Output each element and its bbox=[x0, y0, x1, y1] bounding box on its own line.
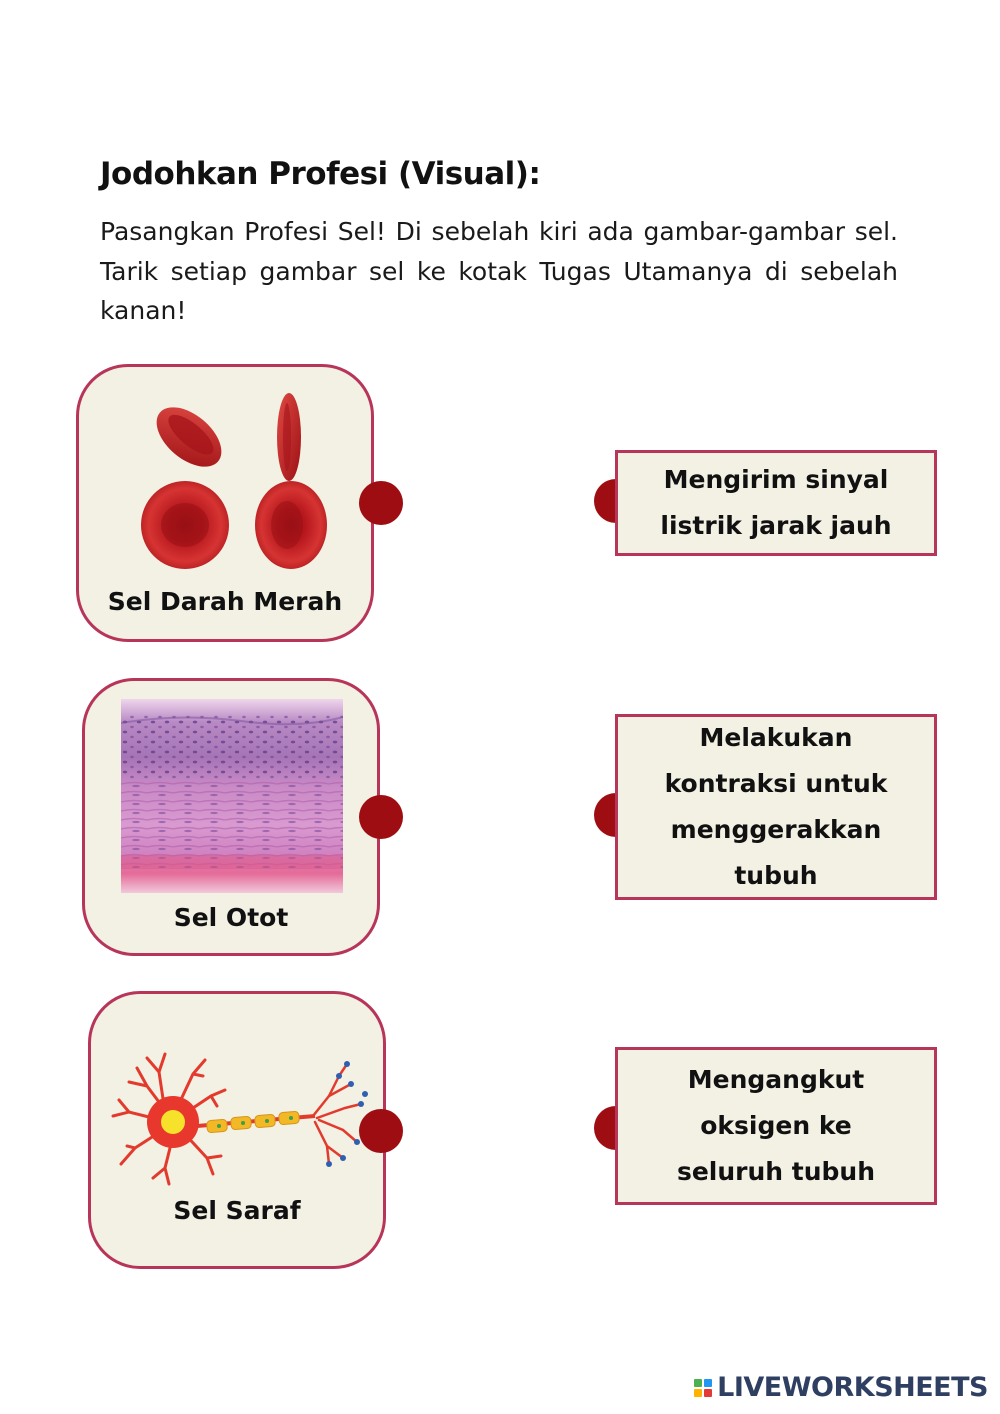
task-text-line: oksigen ke bbox=[700, 1111, 852, 1140]
task-text-line: Melakukan bbox=[699, 723, 853, 752]
cell-connector-dot[interactable] bbox=[359, 1109, 403, 1153]
cell-connector-dot[interactable] bbox=[359, 481, 403, 525]
cell-label: Sel Otot bbox=[173, 903, 289, 932]
liveworksheets-brand bbox=[694, 1372, 988, 1403]
task-text-line: menggerakkan bbox=[670, 815, 882, 844]
brand-text: LIVEWORKSHEETS bbox=[717, 1372, 988, 1403]
cell-card-muscle[interactable] bbox=[82, 678, 380, 956]
task-text-line: Mengirim sinyal bbox=[663, 465, 889, 494]
task-box-oxygen[interactable] bbox=[615, 1047, 937, 1205]
neuron-image bbox=[107, 1046, 377, 1196]
task-text-line: listrik jarak jauh bbox=[660, 511, 892, 540]
cell-label: Sel Darah Merah bbox=[107, 587, 343, 616]
liveworksheets-logo-icon bbox=[694, 1379, 712, 1397]
task-text-line: seluruh tubuh bbox=[676, 1157, 876, 1186]
task-text-line: kontraksi untuk bbox=[664, 769, 888, 798]
cell-connector-dot[interactable] bbox=[359, 795, 403, 839]
worksheet-title: Jodohkan Profesi (Visual): bbox=[100, 156, 541, 192]
task-box-contraction[interactable] bbox=[615, 714, 937, 900]
task-text-line: Mengangkut bbox=[687, 1065, 865, 1094]
cell-label: Sel Saraf bbox=[173, 1196, 301, 1225]
muscle-tissue-image bbox=[121, 699, 343, 893]
cell-card-nerve[interactable] bbox=[88, 991, 386, 1269]
task-box-signal[interactable] bbox=[615, 450, 937, 556]
cell-card-red-blood[interactable] bbox=[76, 364, 374, 642]
worksheet-instructions: Pasangkan Profesi Sel! Di sebelah kiri ada gambar-gambar sel. Tarik setiap gambar sel ke kotak Tugas Utamanya di sebelah kanan! bbox=[100, 217, 898, 325]
task-text-line: tubuh bbox=[734, 861, 818, 890]
red-blood-cells-image bbox=[105, 385, 345, 595]
